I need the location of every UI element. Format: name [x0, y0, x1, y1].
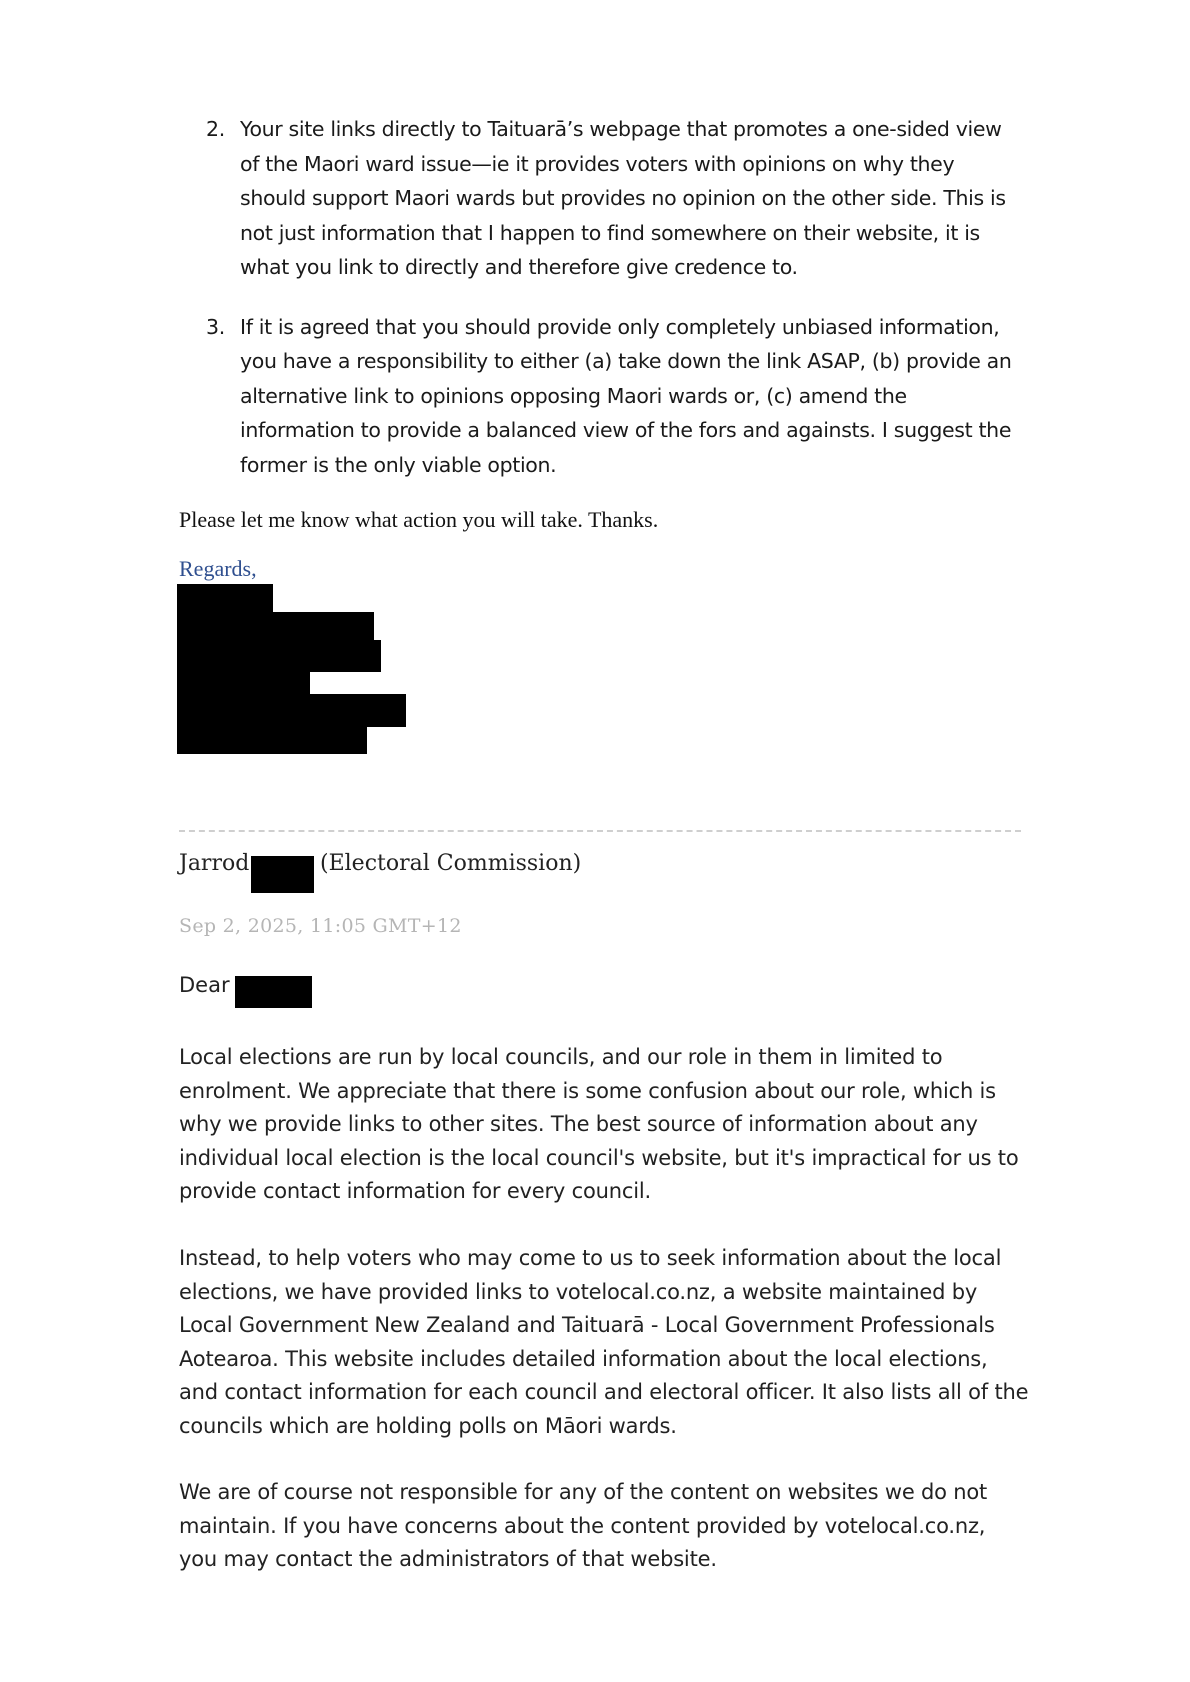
- message-timestamp: Sep 2, 2025, 11:05 GMT+12: [179, 915, 462, 937]
- list-item: [206, 310, 1026, 483]
- sender-name: Jarrod: [179, 851, 250, 876]
- greeting: Dear: [179, 973, 230, 997]
- reply-paragraph: Local elections are run by local councils, and our role in them in limited to enrolment. We appreciate that there is some confusion about our role, which is why we provide links to other sites. The best source of information about any individual local election is the local council's website, but it's impractical for us to provide contact information for every council.: [179, 1045, 1019, 1203]
- reply-paragraph: We are of course not responsible for any of the content on websites we do not maintain. If you have concerns about the content provided by votelocal.co.nz, you may contact the administrators of that website.: [179, 1480, 988, 1571]
- numbered-list: [206, 112, 1026, 482]
- redacted-surname: [251, 856, 314, 893]
- message-divider: [179, 830, 1021, 832]
- list-number: 2.: [206, 117, 225, 141]
- redaction-bar: [177, 671, 310, 696]
- redaction-bar: [177, 612, 374, 641]
- redaction-bar: [177, 726, 367, 754]
- redaction-bar: [177, 640, 381, 672]
- redacted-recipient-name: [235, 976, 312, 1008]
- list-number: 3.: [206, 314, 225, 339]
- redaction-bar: [177, 694, 406, 727]
- list-item-text: Your site links directly to Taituarā’s webpage that promotes a one-sided view of the Maori ward issue—ie it provides voters with opinions on why they should support Maori wards but provides no opinion on the other side. This is not just information that I happen to find somewhere on their website, it is what you link to directly and therefore give credence to.: [240, 117, 1006, 279]
- closing-line: Please let me know what action you will take. Thanks.: [179, 507, 659, 532]
- list-item: [206, 112, 1026, 285]
- redaction-bar: [177, 584, 273, 613]
- regards-line: Regards,: [179, 556, 257, 581]
- list-item-text: If it is agreed that you should provide only completely unbiased information, you have a responsibility to either (a) take down the link ASAP, (b) provide an alternative link to opinions opposing Maori wards or, (c) amend the information to provide a balanced view of the fors and againsts. I suggest the former is the only viable option.: [240, 314, 1012, 477]
- sender-organization: (Electoral Commission): [320, 851, 582, 876]
- reply-paragraph: Instead, to help voters who may come to us to seek information about the local elections, we have provided links to votelocal.co.nz, a website maintained by Local Government New Zealand and Taituarā - Local Government Professionals Aotearoa. This website includes detailed information about the local elections, and contact information for each council and electoral officer. It also lists all of the councils which are holding polls on Māori wards.: [179, 1246, 1029, 1438]
